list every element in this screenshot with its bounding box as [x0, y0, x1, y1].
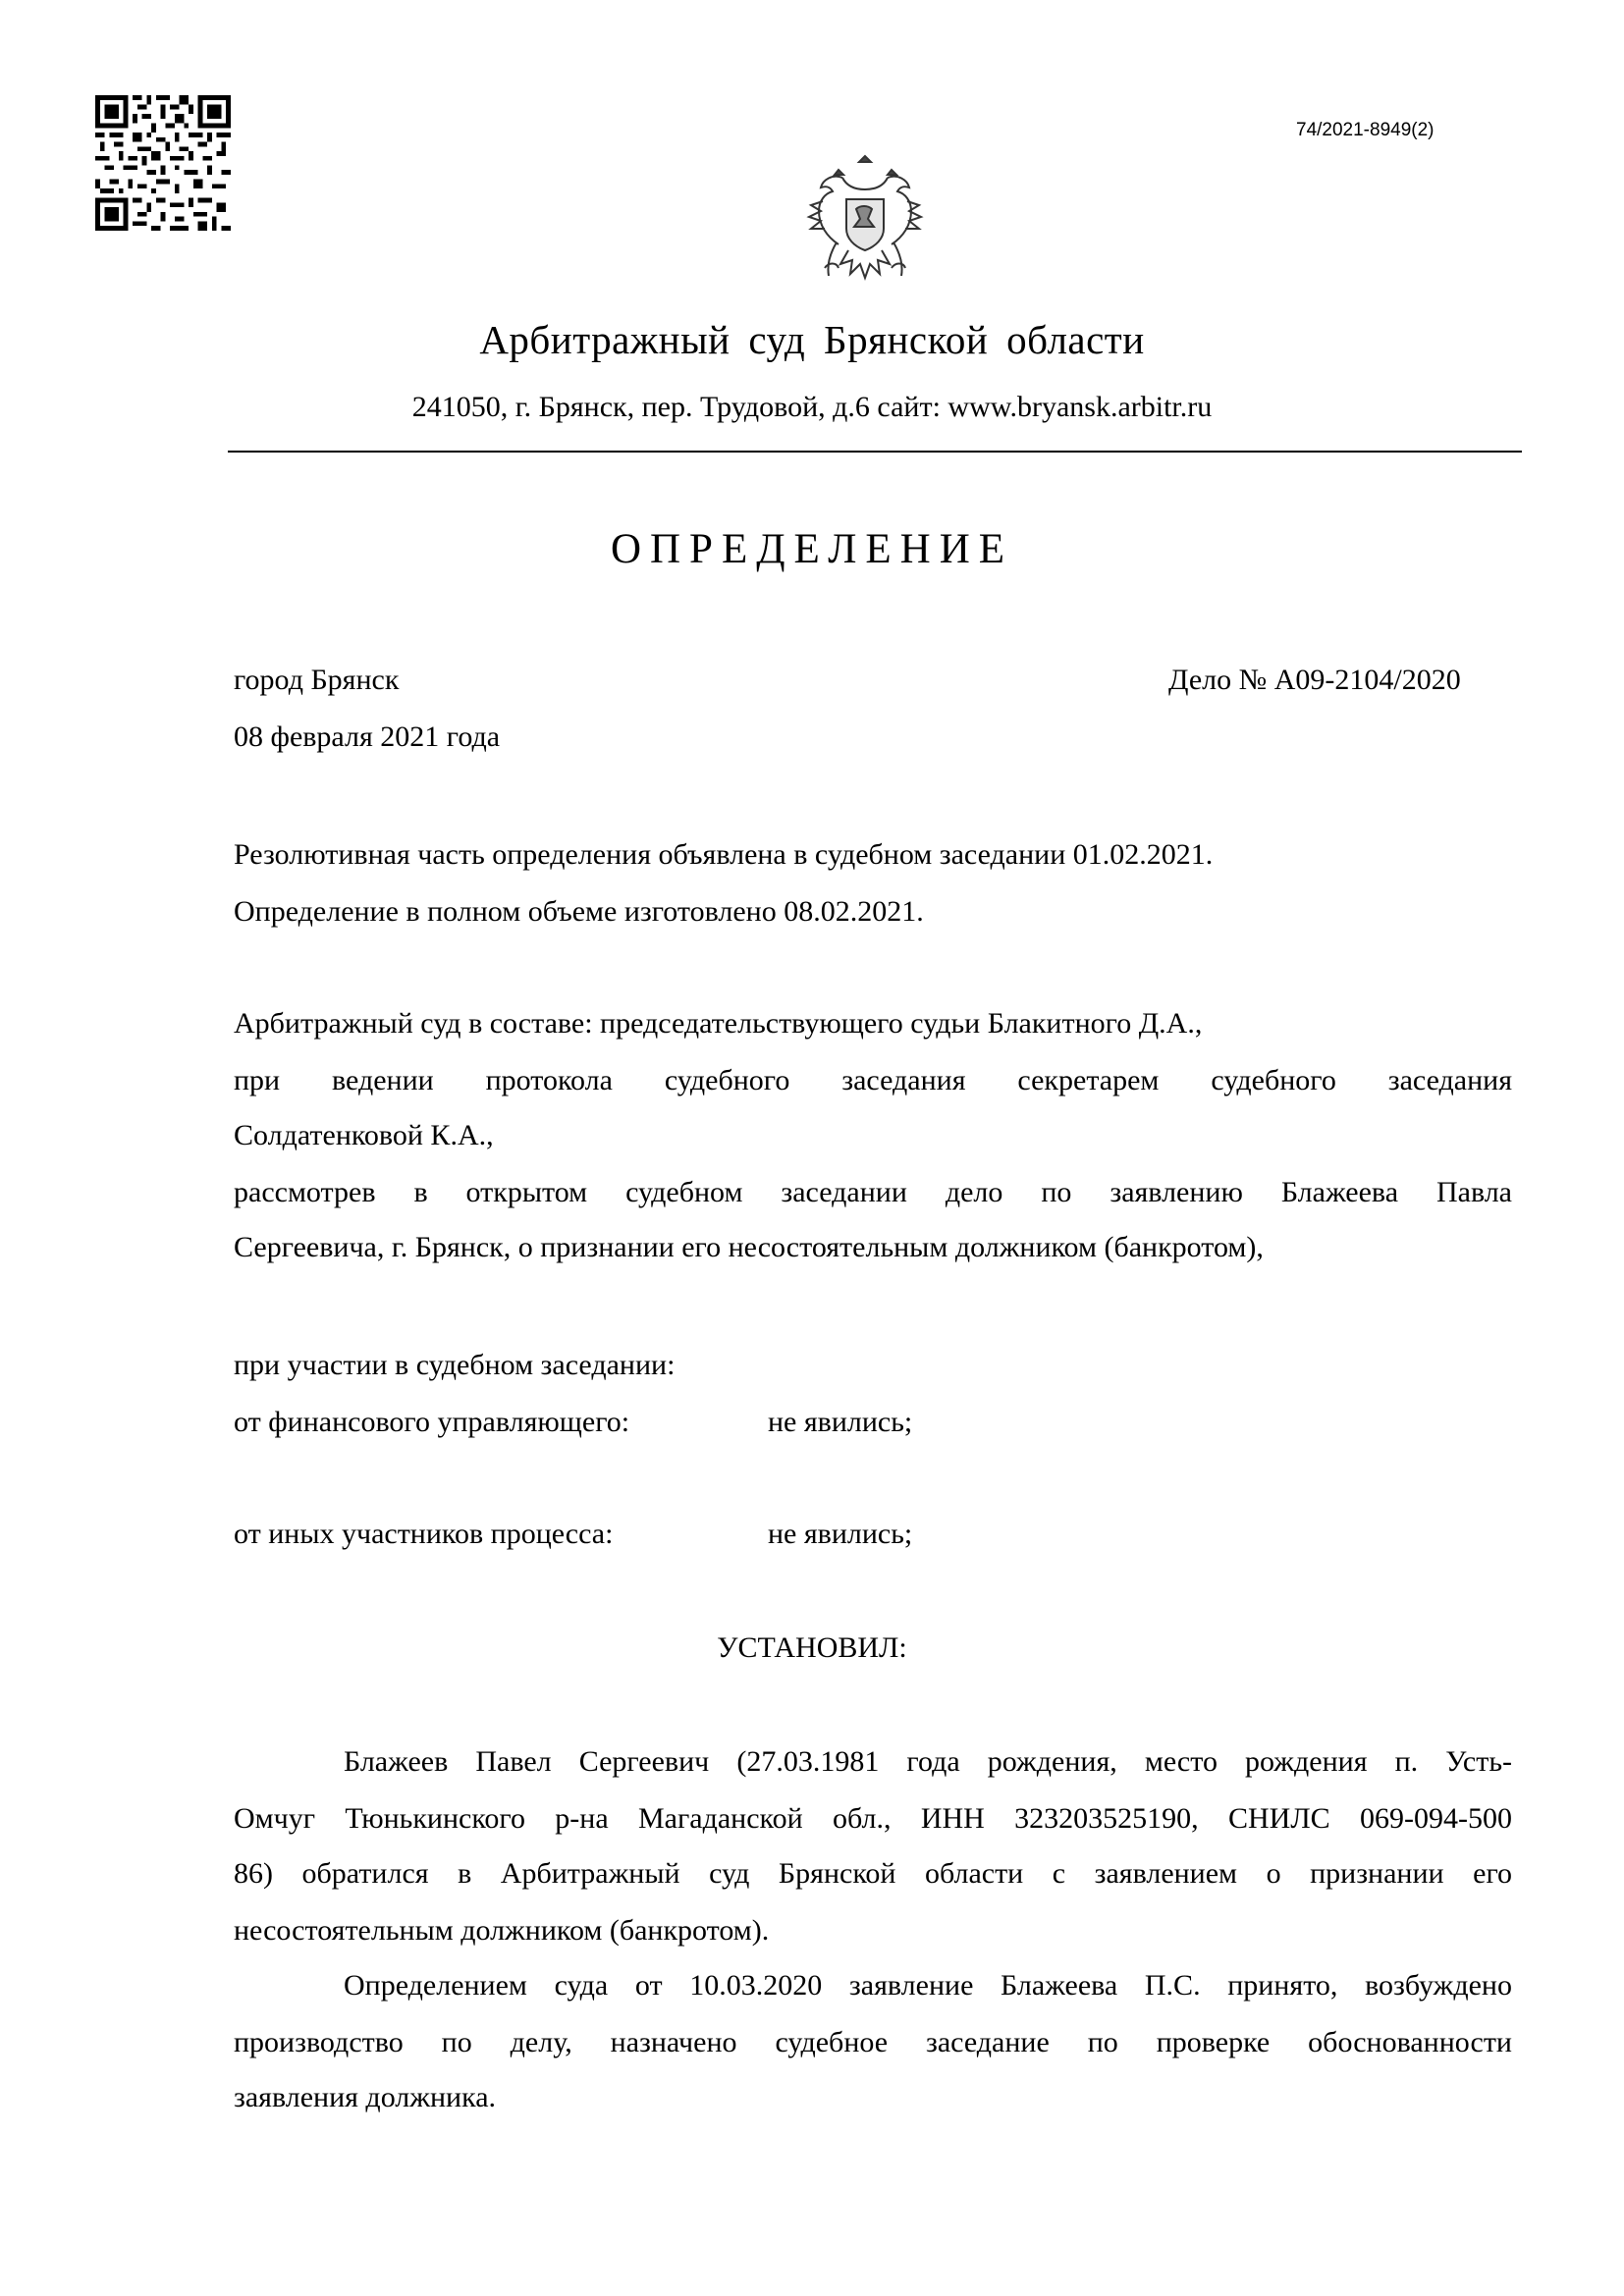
court-name: Арбитражный суд Брянской области — [479, 317, 1145, 362]
established-heading: УСТАНОВИЛ: — [717, 1631, 907, 1664]
paragraph-line: производство по делу, назначено судебное заседание по проверке обоснованности — [234, 2026, 1512, 2058]
participant-status: не явились; — [768, 1406, 913, 1438]
paragraph-line: несостоятельным должником (банкротом). — [234, 1914, 770, 1947]
document-title: ОПРЕДЕЛЕНИЕ — [610, 526, 1014, 572]
composition-line: Арбитражный суд в составе: председательствующего судьи Блакитного Д.А., — [234, 1007, 1203, 1040]
court-address: 241050, г. Брянск, пер. Трудовой, д.6 сайт: www.bryansk.arbitr.ru — [411, 391, 1213, 423]
paragraph-line: Блажеев Павел Сергеевич (27.03.1981 года рождения, место рождения п. Усть- — [344, 1745, 1512, 1778]
composition-line: Солдатенковой К.А., — [234, 1119, 494, 1151]
participants-intro: при участии в судебном заседании: — [234, 1349, 676, 1381]
announcement-line: Определение в полном объеме изготовлено 08.02.2021. — [234, 895, 924, 928]
participant-status: не явились; — [768, 1518, 913, 1550]
participant-label: от иных участников процесса: — [234, 1518, 614, 1550]
case-number: Дело № А09-2104/2020 — [1168, 664, 1461, 696]
document-number: 74/2021-8949(2) — [1296, 120, 1435, 140]
announcement-line: Резолютивная часть определения объявлена в судебном заседании 01.02.2021. — [234, 838, 1214, 871]
decision-date: 08 февраля 2021 года — [234, 721, 501, 753]
paragraph-line: Омчуг Тюнькинского р-на Магаданской обл., ИНН 323203525190, СНИЛС 069-094-500 — [234, 1802, 1512, 1835]
composition-line: при ведении протокола судебного заседания секретарем судебного заседания — [234, 1064, 1512, 1096]
paragraph-line: 86) обратился в Арбитражный суд Брянской области с заявлением о признании его — [234, 1857, 1512, 1890]
qr-code — [95, 95, 231, 231]
paragraph-line: заявления должника. — [234, 2081, 497, 2113]
composition-line: Сергеевича, г. Брянск, о признании его несостоятельным должником (банкротом), — [234, 1231, 1264, 1263]
paragraph-line: Определением суда от 10.03.2020 заявление Блажеева П.С. принято, возбуждено — [344, 1969, 1512, 2002]
composition-line: рассмотрев в открытом судебном заседании дело по заявлению Блажеева Павла — [234, 1176, 1512, 1208]
coat-of-arms-icon — [803, 152, 927, 290]
participant-label: от финансового управляющего: — [234, 1406, 630, 1438]
city: город Брянск — [234, 664, 400, 696]
header-divider — [228, 451, 1522, 453]
